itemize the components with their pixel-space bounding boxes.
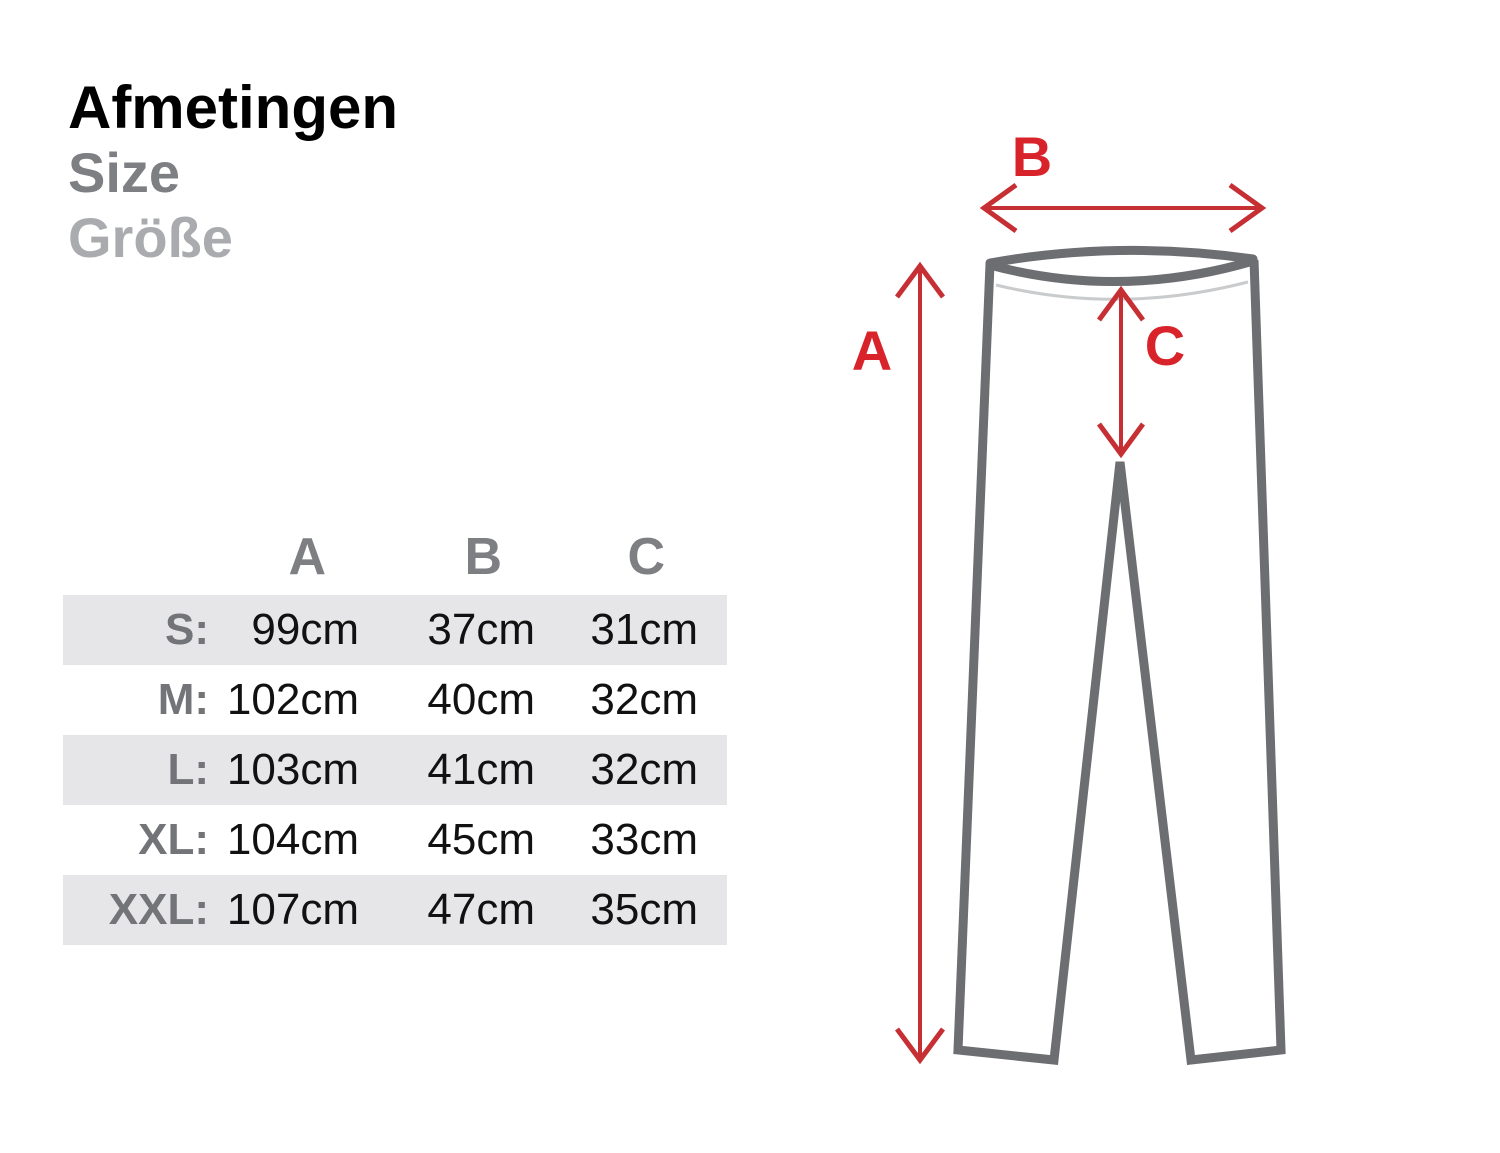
size-label: XXL: (108, 885, 209, 934)
size-label: S: (165, 605, 209, 654)
dimension-arrow-a (897, 266, 943, 1060)
page-title-en: Size (68, 141, 181, 205)
column-header-b: B (464, 527, 502, 586)
dimension-label-c: C (1144, 314, 1186, 377)
size-label: M: (157, 675, 209, 724)
page-title-nl: Afmetingen (68, 74, 398, 141)
waistband-bottom-edge (990, 261, 1253, 282)
value-c: 31cm (590, 605, 698, 654)
page-title-de: Größe (68, 206, 233, 270)
size-label: L: (167, 745, 209, 794)
value-b: 40cm (427, 675, 535, 724)
value-c: 32cm (590, 745, 698, 794)
waistband-top-edge (990, 250, 1253, 263)
dimension-arrow-c (1099, 290, 1143, 454)
value-c: 33cm (590, 815, 698, 864)
value-a: 99cm (251, 605, 359, 654)
value-b: 37cm (427, 605, 535, 654)
value-b: 47cm (427, 885, 535, 934)
value-c: 32cm (590, 675, 698, 724)
value-a: 104cm (226, 815, 359, 864)
value-a: 103cm (226, 745, 359, 794)
column-header-c: C (627, 527, 665, 586)
size-label: XL: (138, 815, 209, 864)
value-a: 107cm (226, 885, 359, 934)
dimension-label-b: B (1011, 125, 1053, 188)
value-b: 41cm (427, 745, 535, 794)
dimension-arrow-b (984, 185, 1262, 231)
value-c: 35cm (590, 885, 698, 934)
value-b: 45cm (427, 815, 535, 864)
value-a: 102cm (226, 675, 359, 724)
column-header-a: A (288, 527, 326, 586)
dimension-label-a: A (851, 319, 893, 382)
